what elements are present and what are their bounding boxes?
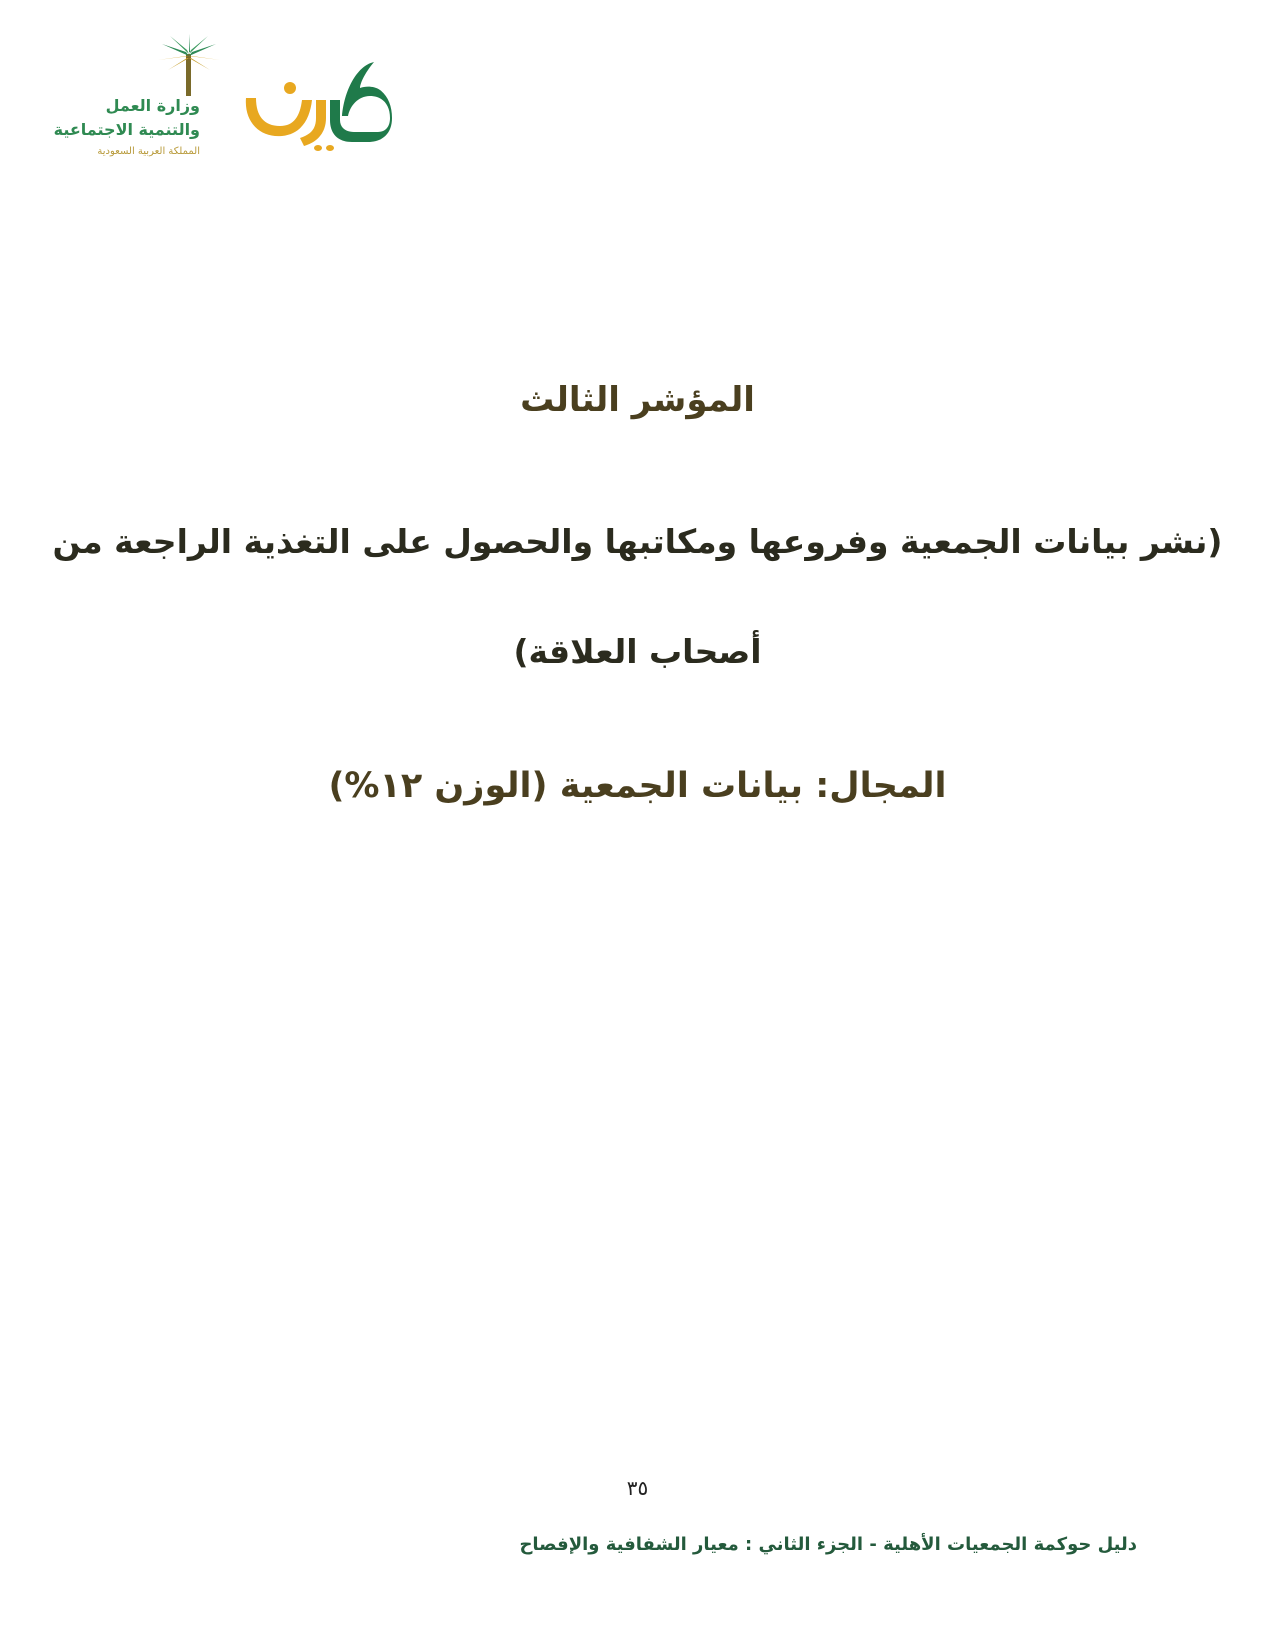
ministry-name-line1: وزارة العمل	[105, 96, 200, 115]
indicator-heading: المؤشر الثالث	[520, 380, 755, 420]
ministry-name-line2: والتنمية الاجتماعية	[53, 120, 200, 139]
makeen-brand-logo	[242, 58, 392, 154]
indicator-title-line2: أصحاب العلاقة)	[513, 632, 762, 671]
ministry-logo	[53, 34, 200, 164]
domain-weight-line: المجال: بيانات الجمعية (الوزن ١٢%)	[328, 766, 947, 806]
ministry-country: المملكة العربية السعودية	[97, 146, 200, 157]
indicator-title-line1: (نشر بيانات الجمعية وفروعها ومكاتبها والحصول على التغذية الراجعة من	[52, 522, 1223, 561]
page-number: ٣٥	[626, 1476, 649, 1500]
footer-document-title: دليل حوكمة الجمعيات الأهلية - الجزء الثاني : معيار الشفافية والإفصاح	[519, 1534, 1137, 1555]
palm-tree-icon	[156, 34, 222, 96]
